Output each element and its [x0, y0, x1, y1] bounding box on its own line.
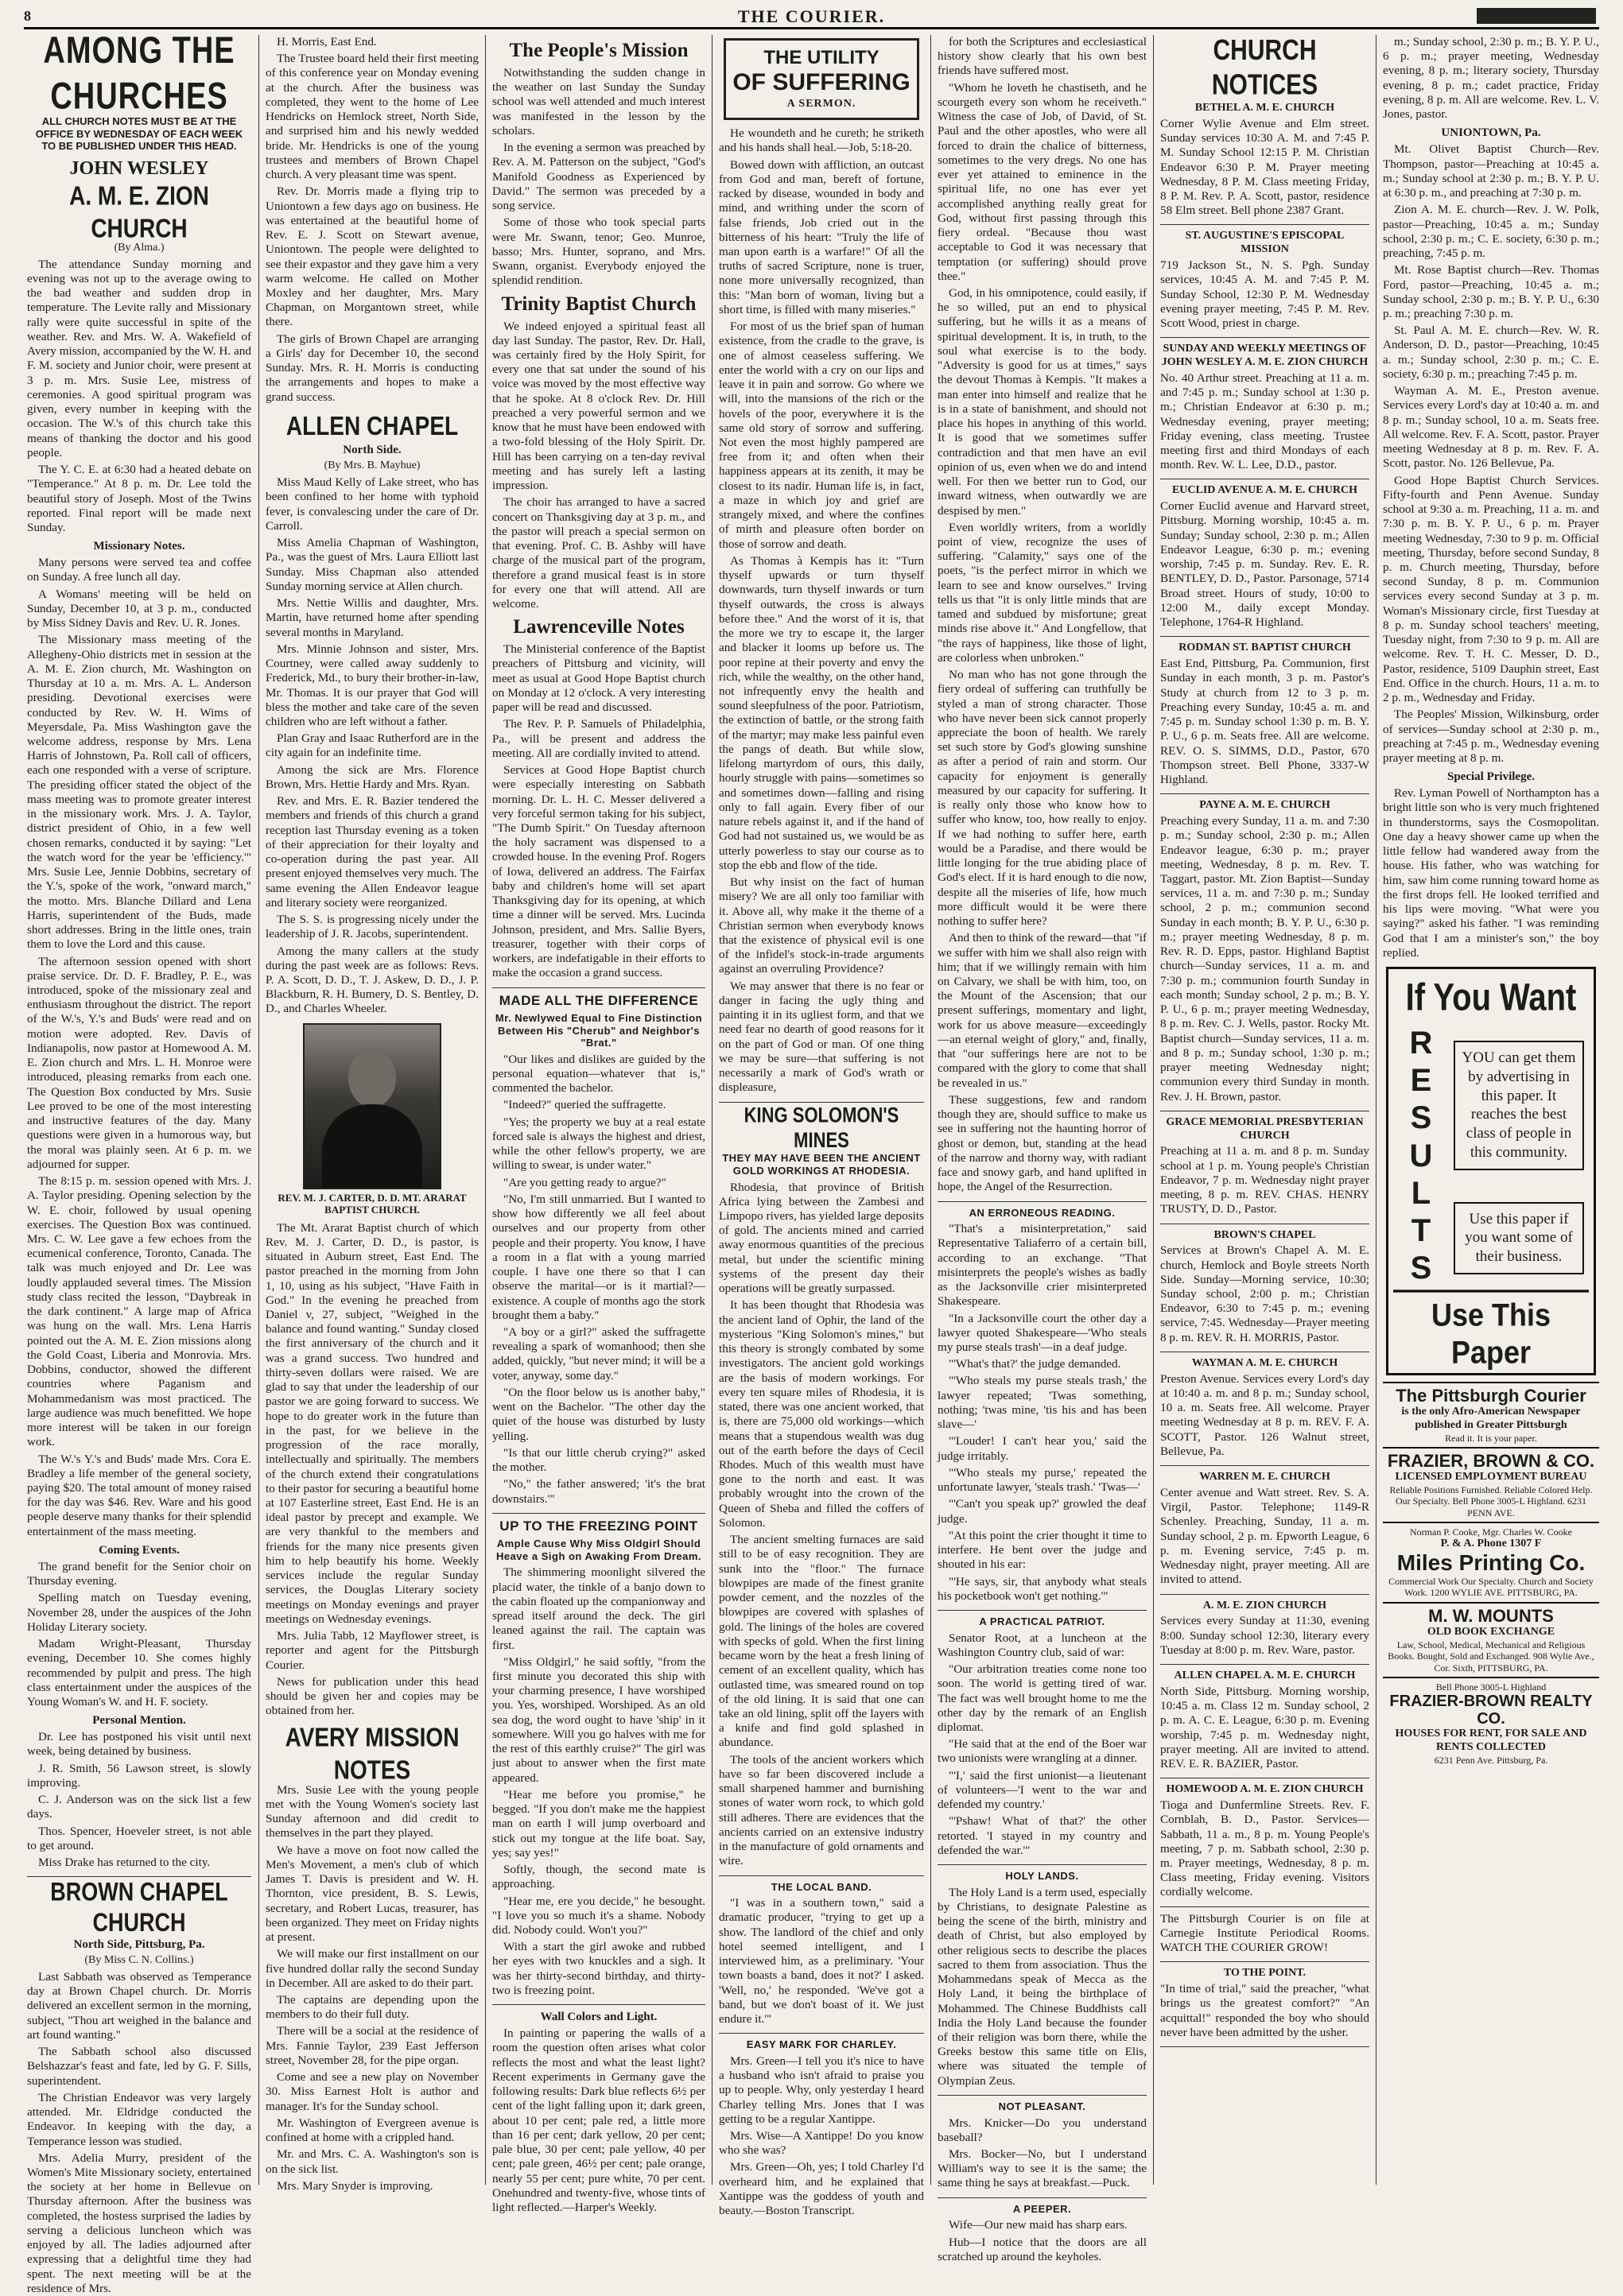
paragraph: Thos. Spencer, Hoeveler street, is not able to get around.	[27, 1824, 251, 1852]
paragraph: The 8:15 p. m. session opened with Mrs. J. A. Taylor presiding. Opening selection by the W. E. choir, followed by usual opening exercises. The Question Box was continued. Mrs. C. W. Lee gave a few echoes from the ecumenical conference, Toronto, Canada. The talk was much enjoyed and Dr. Lee was loudly applauded several times. The Mission study class recited the lesson, "Daybreak in the dark continent." A large map of Africa was hung on the wall. Mrs. Lena Harris pointed out the A. M. E. Zion missions along the Gold Coast, Liberia and Monrovia. Mrs. Dobbins, conductor, showed the different countries where Paganism and Mohammedanism was most practiced. The large audience was much benefitted. We hope more interest will be taken in our foreign work.	[27, 1174, 251, 1449]
book-exchange-ad	[1383, 1602, 1599, 1677]
results-letter: U	[1409, 1138, 1433, 1173]
paragraph: Rev. and Mrs. E. R. Bazier tendered the members and friends of this church a grand reception last Thursday evening as a token of their appreciation for their loyalty and co-operation during the past year. All present enjoyed themselves very much. The same evening the Allen Endeavor league and literary society were reorganized.	[266, 794, 479, 909]
directory-entry	[1160, 799, 1369, 1111]
paragraph: "Hear me, ere you decide," he besought. "I love you so much it's a shame. Nobody did. Nobody could. Won't you?"	[492, 1894, 705, 1937]
ad-copy-box: Use this paper if you want some of their business.	[1454, 1202, 1584, 1274]
paragraph: Among the many callers at the study during the past week are as follows: Revs. P. A. Scott, D. D., T. J. Askew, D. D., J. P. Blackburn, R. H. Bumery, D. S. Bentley, D. D., and Charles Wheeler.	[266, 944, 479, 1016]
divider	[719, 1102, 924, 1103]
paragraph: C. J. Anderson was on the sick list a few days.	[27, 1793, 251, 1821]
directory-entry-name: GRACE MEMORIAL PRESBYTERIAN CHURCH	[1166, 1115, 1364, 1142]
paragraph: God, in his omnipotence, could easily, if he so willed, put an end to physical suffering, but he wills it as a means of spiritual development. It is, in truth, to the soul what exercise is to the body. "Adversity is good for us at times," says the devout Thomas à Kempis. "It makes a man enter into himself and realize that he is in a state of banishment, and should not place his hopes in anything of this world. It is good that we sometimes suffer contradiction and that men have an evil opinion of us, even when we do and intend well. For then we better run to God, our inward witness, when outwardly we are despised by men."	[938, 285, 1147, 518]
directory-entry-name: BETHEL A. M. E. CHURCH	[1194, 102, 1335, 114]
ad-copy	[1449, 1025, 1589, 1274]
photo-caption: REV. M. J. CARTER, D. D. MT. ARARAT BAPTIST CHURCH.	[278, 1191, 467, 1216]
results-letter: S	[1410, 1251, 1432, 1286]
paragraph: Rhodesia, that province of British Africa lying between the Zambesi and Limpopo rivers, has yielded large deposits of gold. The ancients mined and carried away enormous quantities of the precious metal, but under the scientific mining systems of the present day their operations will be greatly surpassed.	[719, 1180, 924, 1296]
directory-entry	[1160, 1912, 1369, 1963]
town-heading: UNIONTOWN, Pa.	[1441, 126, 1541, 140]
directory-entry-name: TO THE POINT.	[1223, 1967, 1307, 1980]
paragraph: He woundeth and he cureth; he striketh and his hands shall heal.—Job, 5:18-20.	[719, 126, 924, 155]
directory-entry	[1160, 1967, 1369, 2047]
directory-entry-name: HOMEWOOD A. M. E. ZION CHURCH	[1166, 1783, 1364, 1796]
paragraph: Mrs. Adelia Murry, president of the Women's Mite Missionary society, entertained the society at her home in Bellevue on Thursday afternoon. After the business was completed, the hostess surprised the ladies by serving a delicious luncheon which was enjoyed by all. The ladies adjourned after expressing that a delightful time they had spent. The next meeting will be at the residence of Mrs.	[27, 2151, 251, 2295]
paragraph: Mt. Olivet Baptist Church—Rev. Thompson, pastor—Preaching at 10:45 a. m.; Sunday school at 2:30 p. m.; B. Y. P. U. at 6:30 p. m., and preaching at 7:30 p. m.	[1383, 142, 1599, 200]
ad-name: FRAZIER, BROWN & CO.	[1387, 1450, 1595, 1471]
divider	[719, 1875, 924, 1876]
directory-title: CHURCH NOTICES	[1211, 35, 1318, 101]
paragraph: Some of those who took special parts were Mr. Swann, tenor; Geo. Munroe, basso; Mrs. Hunter, soprano, and Mrs. Swann, organist. Everybody enjoyed the splendid rendition.	[492, 215, 705, 288]
paragraph: The Y. C. E. at 6:30 had a heated debate on "Temperance." At 8 p. m. Dr. Lee told the beautiful story of Joseph. Most of the Twins reported. Final report will be made next Sunday.	[27, 463, 251, 534]
directory-entry-text: Preaching every Sunday, 11 a. m. and 7:30 p. m.; Sunday school, 2:30 p. m.; Allen Endeavor league, 6:30 p. m.; prayer meeting, Wednesday, 8 p. m. Rev. T. Taggart, pastor. Mt. Zion Baptist—Sunday services, 11 a. m. and 7:30 p. m.; Sunday school, 2 p. m.; communion second Sunday in each month; B. Y. P. U., 6:30 p. m.; prayer meeting Wednesday, 8 p. m. Rev. R. D. Epps, pastor. Highland Baptist church—Sunday services, 11 a. m. and 7:30 p. m.; communion fourth Sunday in each month; Sunday school, 2 p. m.; B. Y. P. U., 6 p. m.; prayer meeting Wednesday, 8 p. m. Rev. C. J. Wells, pastor. Rocky Mt. Baptist church—Sunday services, 11 a. m. and 8 p. m.; Sunday school, 1:30 p. m.; prayer meeting Wednesday night; communion every third Sunday in month. Rev. J. H. Brown, pastor.	[1160, 814, 1369, 1103]
submission-notice: ALL CHURCH NOTES MUST BE AT THE OFFICE BY WEDNESDAY OF EACH WEEK TO BE PUBLISHED UNDER THIS HEAD.	[35, 115, 243, 153]
directory-entry	[1160, 1600, 1369, 1666]
paragraph: Senator Root, at a luncheon at the Washington Country club, said of war:	[938, 1631, 1147, 1659]
paragraph: Hub—I notice that the doors are all scratched up around the keyholes.	[938, 2235, 1147, 2263]
directory-entry	[1160, 1783, 1369, 1906]
paragraph: The girls of Brown Chapel are arranging a Girls' day for December 10, the second Sunday. Mrs. R. H. Morris is conducting the arrangements and hopes to make a grand success.	[266, 332, 479, 404]
directory-entry-name: ALLEN CHAPEL A. M. E. CHURCH	[1174, 1670, 1356, 1682]
paragraph: Mrs. Knicker—Do you understand baseball?	[938, 2116, 1147, 2144]
ad-small: Law, School, Medical, Mechanical and Religious Books. Bought, Sold and Exchanged. 908 Wylie Ave., Cor. Sixth, PITTSBURG, PA.	[1388, 1639, 1594, 1674]
realty-ad	[1383, 1677, 1599, 1769]
ad-line: P. & A. Phone 1307 F	[1440, 1538, 1542, 1550]
church-subheading: A. M. E. ZION CHURCH	[69, 180, 209, 242]
paragraph: The afternoon session opened with short praise service. Dr. D. F. Bradley, P. E., was introduced, spoke of the missionary zeal and enthusiasm throughout the district. The report of the W.'s, Y.'s and Buds' were read and on motion were adopted. Rev. Davis of Indianapolis, now pastor at Homewood A. M. E. Zion church and Mrs. L. H. Monroe were introduced, pleasing remarks from each one. The Question Box conducted by Mrs. Susie Lee proved to be one of the most interesting and instructive features of the day. Many questions were given in a humorous way, but the moral was plainly seen. At 6 p. m. we adjourned for supper.	[27, 954, 251, 1171]
divider	[938, 2197, 1147, 2198]
directory-entry-text: Preaching at 11 a. m. and 8 p. m. Sunday school at 1 p. m. Young people's Christian Endeavor, 7 p. m. Wednesday night prayer meeting, 8 p. m. REV. CHAS. HENRY TRUSTY, D. D., Pastor.	[1160, 1144, 1369, 1216]
column-2	[266, 35, 479, 2193]
paragraph: Good Hope Baptist Church Services. Fifty-fourth and Penn Avenue. Sunday school at 9:30 a. m. Preaching, 11 a. m. and 7:30 p. m. B. Y. P. U., 6 p. m. Prayer meeting Wednesday, 7:30 to 9 p. m. Official meeting, Thursday, before second Sunday, 8 p. m. Church meeting, Thursday, before second Sunday, 8 p. m. Communion services every second Sunday at 3 p. m. Woman's Missionary circle, first Tuesday at 8 p. m. Sunday school teachers' meeting, Tuesday night, from 7:30 to 9 p. m. All are welcome. Rev. T. H. C. Messer, D. D., Pastor, residence, 5109 Dauphin street, East End. Office in the church. Hours, 11 a. m. to 2 p. m., Wednesday and Friday.	[1383, 473, 1599, 705]
paragraph: The captains are depending upon the members to do their full duty.	[266, 1993, 479, 2022]
article-heading: HOLY LANDS.	[1005, 1870, 1079, 1883]
paragraph: The S. S. is progressing nicely under the leadership of J. R. Jacobs, superintendent.	[266, 913, 479, 941]
byline: (By Miss C. N. Collins.)	[84, 1954, 194, 1967]
paragraph: We indeed enjoyed a spiritual feast all day last Sunday. The pastor, Rev. Dr. Hall, was certainly fired by the Holy Spirit, for every one that sat under the sound of his voice was moved by the most effective way that he spoke. At 8 o'clock Rev. Dr. Hill preached a very powerful sermon and we know that he must have been endowed with a two-fold blessing of the Holy Spirit. Dr. Hill has been carrying on a ten-day revival meeting and has surely left a lasting impression.	[492, 319, 705, 493]
article-heading: NOT PLEASANT.	[998, 2100, 1086, 2112]
results-letter: S	[1410, 1100, 1432, 1136]
ad-small: 6231 Penn Ave. Pittsburg, Pa.	[1434, 1754, 1548, 1766]
results-letter: L	[1411, 1175, 1431, 1211]
article-heading: MADE ALL THE DIFFERENCE	[499, 992, 699, 1008]
article-heading: AN ERRONEOUS READING.	[969, 1206, 1116, 1219]
divider	[1160, 1664, 1369, 1665]
paragraph: It has been thought that Rhodesia was the ancient land of Ophir, the land of the mysterious "King Solomon's mines," but this theory is strongly combated by some investigators. The ancient gold workings are the basis of modern workings. For every ten square miles of Rhodesia, it is stated, there was one ancient worked, that is, there are 75,000 old workings—which means that a stupendous wealth was dug out of the earth before the days of Cecil Rhodes. Much of this wealth must have gone to the north and east. It was probably wrought into the crown of the Queen of Sheba and filled the coffers of Solomon.	[719, 1298, 924, 1530]
divider	[492, 2004, 705, 2005]
paragraph: "He said that at the end of the Boer war two unionists were wrangling at a dinner.	[938, 1737, 1147, 1766]
directory-entry-name: PAYNE A. M. E. CHURCH	[1199, 799, 1330, 812]
directory-entry	[1160, 1116, 1369, 1224]
paragraph: Notwithstanding the sudden change in the weather on last Sunday the Sunday school was well attended and much interest was manifested in the lesson by the scholars.	[492, 66, 705, 138]
courier-ad	[1383, 1382, 1599, 1447]
divider	[1160, 636, 1369, 637]
directory-entry-text: Corner Euclid avenue and Harvard street, Pittsburg. Morning worship, 10:45 a. m. Sunday; Sunday school, 2:30 p. m.; Allen Endeavor League, 6:30 p. m.; evening worship, 7:45 p. m. Sunday. Rev. E. R. BENTLEY, D. D., Pastor. Parsonage, 5714 Broad street. Hours of study, 10:00 to 12:00 M., daily except Monday. Telephone, 1764-R Highland.	[1160, 499, 1369, 630]
article-heading: EASY MARK FOR CHARLEY.	[746, 2038, 897, 2051]
paragraph: But why insist on the fact of human misery? We are all only too familiar with it. Above all, why make it the theme of a Christian sermon when everybody knows that the existence of physical evil is one of the infidel's stock-in-trade arguments against an overruling Providence?	[719, 875, 924, 976]
paragraph: These suggestions, few and random though they are, should suffice to make us see in suffering not the haunting horror of ghost or demon, but, standing at the head of the narrow and thorny way, with radiant face and snowy garb, and hand uplifted in hope, the Angel of the Resurrection.	[938, 1092, 1147, 1194]
paragraph: The shimmering moonlight silvered the placid water, the tinkle of a banjo down to the cabin floated up the companionway and spread itself around the deck. The girl leaned against the rail. The captain was first.	[492, 1565, 705, 1652]
paragraph: Rev. Lyman Powell of Northampton has a bright little son who is very much frightened in thunderstorms, says the Cosmopolitan. One day a heavy shower came up when the little fellow had wandered away from the house. His father, who was watching for him, saw him come running toward home as the first drops fell. He looked terrified and his lips were moving. "What were you saying?" asked his father. "I was reminding God that I am a minister's son," the boy replied.	[1383, 786, 1599, 960]
paragraph: As Thomas à Kempis has it: "Turn thyself upwards or turn thyself downwards, turn thyself inwards or turn thyself outwards, the cross is always before thee." And the worst of it is, that the more we try to escape it, the larger and blacker it looms up before us. The poor repine at their poverty and envy the rich, while the wealthy, on the other hand, not infrequently envy the health and sound sleepfulness of the poor. Patriotism, the extinction of battle, or the strong faith of the martyr; may make less painful even the pangs of death. But while slow, lifelong martyrdom of ours, this daily, hourly struggle with pains—sometimes so and sometimes down—falling and rising only to fall again. Every fiber of our nature rebels against it, and if the hand of God had not sustained us, we would be as utterly powerless to stay our course as to stop the ebb and flow of the tide.	[719, 553, 924, 872]
paragraph: "'Who steals my purse steals trash,' the lawyer repeated; 'Twas something, nothing; 'twas mine, 'tis his and has been slave—'	[938, 1374, 1147, 1432]
paragraph: Mrs. Bocker—No, but I understand William's way to see it is the same; the same thing he says at breakfast.—Puck.	[938, 2147, 1147, 2190]
directory-entry-name: EUCLID AVENUE A. M. E. CHURCH	[1171, 484, 1358, 497]
ad-name: Miles Printing Co.	[1396, 1550, 1586, 1576]
article-heading: Trinity Baptist Church	[501, 293, 697, 315]
article-subheading: Ample Cause Why Miss Oldgirl Should Heave a Sigh on Awaking From Dream.	[495, 1538, 702, 1562]
directory-list	[1160, 102, 1369, 2047]
subheading: Missionary Notes.	[93, 540, 185, 553]
paragraph: "'Louder! I can't hear you,' said the judge irritably.	[938, 1434, 1147, 1463]
directory-entry-text: The Pittsburgh Courier is on file at Carnegie Institute Periodical Rooms. WATCH THE COURIER GROW!	[1160, 1911, 1369, 1955]
section-title: AMONG THE CHURCHES	[43, 29, 235, 118]
paragraph: Mrs. Green—Oh, yes; I told Charley I'd overheard him, and he explained that Xantippe was the goddess of youth and beauty.—Boston Transcript.	[719, 2160, 924, 2218]
paragraph: "No," the father answered; 'it's the brat downstairs.'"	[492, 1477, 705, 1506]
column-rule	[1153, 35, 1154, 2185]
paragraph: In painting or papering the walls of a room the question often arises what color reflects the most and what the least light? Recent experiments in Germany gave the following results: Dark blue reflects 6½ per cent of the light falling upon it; dark green, about 10 per cent; pale red, a little more than 16 per cent; dark yellow, 20 per cent; pale blue, 30 per cent; pale yellow, 40 per cent; pale green, 46½ per cent; pale orange, nearly 55 per cent; pure white, 70 per cent. Onehundred and twenty-five, whose tints of light reflected.—Harper's Weekly.	[492, 2026, 705, 2214]
divider	[492, 1513, 705, 1514]
sermon-label: A SERMON.	[786, 98, 856, 111]
article-heading: Wall Colors and Light.	[540, 2011, 658, 2024]
paragraph: Miss Drake has returned to the city.	[38, 1856, 211, 1870]
divider	[492, 987, 705, 988]
directory-entry-name: WAYMAN A. M. E. CHURCH	[1191, 1356, 1338, 1369]
paragraph: Madam Wright-Pleasant, Thursday evening, December 10. She comes highly recommended by pulpit and press. The high class entertainment under the auspices of the Young Woman's W. and H. F. society.	[27, 1637, 251, 1709]
column-6-church-directory	[1160, 35, 1369, 2193]
divider	[1160, 1465, 1369, 1466]
paragraph: "Whom he loveth he chastiseth, and he scourgeth every son whom he receiveth." Witness the case of Job, of David, of St. Paul and the other apostles, who were all forced to drain the chalice of bitterness, sometimes to the very dregs. No one has ever yet attained to eminence in the spiritual life, no one has ever yet accomplished anything really great for God, without first passing through this fiery ordeal. "Because thou wast acceptable to God it was necessary that temptation (or suffering) should prove thee."	[938, 80, 1147, 283]
article-heading: A PRACTICAL PATRIOT.	[979, 1615, 1105, 1627]
portrait-body	[322, 1104, 422, 1188]
paragraph: Among the sick are Mrs. Florence Brown, Mrs. Hettie Hardy and Mrs. Ryan.	[266, 762, 479, 791]
paragraph: "Miss Oldgirl," he said softly, "from the first minute you decorated this ship with your charming presence, I have worshiped you. Yes, worshiped. Worshiped. As an old sea dog, the word ought to have 'ship' in it somewhere. Will you go halves with me for the rest of this earthly cruise?" The girl was just about to answer when the first mate appeared.	[492, 1654, 705, 1785]
employment-bureau-ad	[1383, 1447, 1599, 1522]
paragraph: We have a move on foot now called the Men's Movement, a men's club of which James T. Davis is president and W. H. Thornton, vice president, B. S. Lewis, secretary, and Robert Lucas, treasurer, has been organized. They meet on Friday nights at present.	[266, 1843, 479, 1945]
paragraph: "Our arbitration treaties come none too soon. The world is getting tired of war. The fact was well brought home to me the other day by the remark of an English diplomat.	[938, 1662, 1147, 1734]
paragraph: "Our likes and dislikes are guided by the personal equation—whatever that is," commented the bachelor.	[492, 1052, 705, 1096]
column-rule	[930, 35, 931, 2185]
ad-line: HOUSES FOR RENT, FOR SALE AND RENTS COLLECTED	[1395, 1728, 1587, 1754]
paragraph: "Indeed?" queried the suffragette.	[503, 1098, 666, 1112]
directory-entry-text: 719 Jackson St., N. S. Pgh. Sunday services, 10:45 A. M. and 7:45 P. M. Sunday School, 12:30 P. M. Wednesday evening prayer meeting, 7:45 P. M. Rev. Scott Wood, priest in charge.	[1160, 258, 1369, 330]
subheading: Personal Mention.	[92, 1714, 186, 1728]
paragraph: Come and see a new play on November 30. Miss Earnest Holt is author and manager. It's for the Sunday school.	[266, 2070, 479, 2113]
paragraph: No man who has not gone through the fiery ordeal of suffering can truthfully be styled a man of strong character. Those who have never been sick cannot properly appreciate the boon of health. We rarely set such store by God's glowing sunshine as after a period of rain and storm. Our capacity for enjoyment is generally measured by our capacity for suffering. It is really only those who know how to suffer who know, too, how really to enjoy. If we had nothing to suffer here, earth would be a Paradise, and there would be little longing for the true abiding place of God's elect. If it is hard enough to die now, despite all the miseries of life, how much more difficult would it be were there nothing to suffer here?	[938, 668, 1147, 929]
paragraph: In the evening a sermon was preached by Rev. A. M. Patterson on the subject, "God's Manifold Goodness as Experienced by David." The sermon was preceded by a song service.	[492, 141, 705, 213]
directory-entry-text: Services every Sunday at 11:30, evening 8:00. Sunday school 12:30, literary every Tuesday at 8:00 p. m. Rev. Ware, pastor.	[1160, 1614, 1369, 1657]
paragraph: Services at Good Hope Baptist church were especially interesting on Sabbath morning. Dr. L. H. C. Messer delivered a very forceful sermon taking for his subject, "The Dumb Spirit." On Tuesday afternoon the holy sacrament was dispensed to a crowded house. In the evening Prof. Rogers of Iowa, delivered an address. The Fairfax baby and children's home will set apart Thanksgiving day for its opening, at which time a dinner will be served. Mrs. Lucinda Johnson, president, and Mrs. Sallie Byers, treasurer, together with their corps of workers, are indefatigable in their efforts to make the occasion a grand success.	[492, 763, 705, 980]
divider	[1160, 1594, 1369, 1595]
directory-entry-text: Tioga and Dunfermline Streets. Rev. F. Cornblah, B. D., Pastor. Services—Sabbath, 11 a. m., 8 p. m. Young People's meeting, 7 p. m. Sabbath school, 2:30 p. m. Prayer meetings, Wednesday, 8 p. m. Class meeting, Friday evening. Visitors cordially welcome.	[1160, 1798, 1369, 1899]
ad-line: LICENSED EMPLOYMENT BUREAU	[1395, 1471, 1587, 1483]
church-heading: ALLEN CHAPEL	[285, 410, 459, 440]
divider	[719, 2033, 924, 2034]
paragraph: "'Pshaw! What of that?' the other retorted. 'I stayed in my country and defended the war.'"	[938, 1814, 1147, 1857]
ad-small: Commercial Work Our Specialty. Church and Society Work. 1200 WYLIE AVE. PITTSBURG, PA.	[1388, 1576, 1594, 1599]
paragraph: Last Sabbath was observed as Temperance day at Brown Chapel church. Dr. Morris delivered an excellent sermon in the morning, subject, "Thou art weighed in the balance and art found wanting."	[27, 1969, 251, 2042]
paragraph: "At this point the crier thought it time to interfere. He bent over the judge and shouted in his ear:	[938, 1528, 1147, 1572]
paragraph: The grand benefit for the Senior choir on Thursday evening.	[27, 1559, 251, 1588]
directory-entry-name: RODMAN ST. BAPTIST CHURCH	[1178, 642, 1351, 654]
paragraph: The W.'s Y.'s and Buds' made Mrs. Cora E. Bradley a life member of the general society, paying $20. The total amount of money raised for the day was $46. Rev. Ware and his good people deserve many thanks for their splendid entertainment of the mass meeting.	[27, 1452, 251, 1538]
directory-entry	[1160, 343, 1369, 479]
paragraph: Miss Amelia Chapman of Washington, Pa., was the guest of Mrs. Laura Elliott last Sunday. Miss Chapman also attended Sunday morning service at Allen church.	[266, 536, 479, 593]
directory-entry-text: North Side, Pittsburg. Morning worship, 10:45 a. m. Class 12 m. Sunday school, 2 p. m. A. C. E. League, 6:30 p. m. Evening worship, 7:45 p. m. Wednesday night, prayer meeting. All are invited to attend. REV. E. R. BAZIER, Pastor.	[1160, 1684, 1369, 1771]
paragraph: The Ministerial conference of the Baptist preachers of Pittsburg and vicinity, will meet as usual at Good Hope Baptist church on Monday at 12 o'clock. A very interesting paper will be read and discussed.	[492, 642, 705, 715]
ad-name: FRAZIER-BROWN REALTY CO.	[1389, 1693, 1593, 1728]
paragraph: A Womans' meeting will be held on Sunday, December 10, at 3 p. m., conducted by Miss Sidney Davis and Rev. U. R. Jones.	[27, 587, 251, 630]
article-heading: THE LOCAL BAND.	[771, 1880, 872, 1893]
paragraph: With a start the girl awoke and rubbed her eyes with two knuckles and a sigh. It was her thirty-second birthday, and thirty-two is freezing point.	[492, 1940, 705, 1997]
paragraph: Mr. and Mrs. C. A. Washington's son is on the sick list.	[266, 2147, 479, 2176]
divider	[938, 2095, 1147, 2096]
church-subheading: North Side.	[343, 444, 402, 457]
paragraph: The Trustee board held their first meeting of this conference year on Monday evening at the church. After the business was completed, they went to the home of Lee Hendricks on Hemlock street, North Side, and surprised him and his newly wedded bride. Mr. Hendricks is one of the young trustees and members of Brown Chapel church. A very pleasant time was spent.	[266, 52, 479, 182]
divider	[1160, 337, 1369, 338]
divider	[1160, 793, 1369, 794]
sermon-title-line1: THE UTILITY	[763, 47, 879, 68]
directory-entry	[1160, 642, 1369, 794]
article-subheading: THEY MAY HAVE BEEN THE ANCIENT GOLD WORKINGS AT RHODESIA.	[722, 1152, 921, 1177]
divider	[1160, 1961, 1369, 1962]
sermon-title-line2: OF SUFFERING	[732, 68, 911, 95]
paragraph: "Is that our little cherub crying?" asked the mother.	[492, 1445, 705, 1475]
paragraph: The Peoples' Mission, Wilkinsburg, order of services—Sunday school at 2:30 p. m., preaching at 7:45 p. m., Wednesday evening prayer meeting at 8 p. m.	[1383, 708, 1599, 766]
paragraph: We will make our first installment on our five hundred dollar rally the second Sunday in December. All are asked to do their part.	[266, 1947, 479, 1990]
paragraph: "'What's that?' the judge demanded.	[949, 1357, 1121, 1371]
church-heading: JOHN WESLEY	[69, 157, 209, 179]
ad-small: Norman P. Cooke, Mgr. Charles W. Cooke	[1410, 1526, 1572, 1538]
paragraph: Mrs. Wise—A Xantippe! Do you know who she was?	[719, 2129, 924, 2158]
article-heading: UP TO THE FREEZING POINT	[499, 1518, 698, 1534]
directory-entry	[1160, 1357, 1369, 1466]
paragraph: Softly, though, the second mate is approaching.	[492, 1863, 705, 1891]
directory-entry-text: Services at Brown's Chapel A. M. E. church, Hemlock and Boyle streets North Side. Sunday—Morning service, 10:30; Sunday school, 2:00 p. m.; Christian Endeavor, 6:30 to 7:45 p. m.; evening service, 7:45. Wednesday—Prayer meeting 8 p. m. REV. R. H. MORRIS, Pastor.	[1160, 1243, 1369, 1344]
ad-results	[1393, 1025, 1589, 1287]
paragraph: "In a Jacksonville court the other day a lawyer quoted Shakespeare—'Who steals my purse steals trash'—in a deaf judge.	[938, 1311, 1147, 1354]
column-7	[1383, 35, 1599, 2193]
advertising-box	[1386, 967, 1596, 1375]
paragraph: "'I,' said the first unionist—a lieutenant of volunteers—'I went to the war and defended my country.'	[938, 1768, 1147, 1812]
paragraph: Mrs. Nettie Willis and daughter, Mrs. Martin, have returned home after spending several months in Maryland.	[266, 596, 479, 639]
directory-entry-text: Preston Avenue. Services every Lord's day at 10:40 a. m. and 8 p. m.; Sunday school, 10 a. m. Seats free. All welcome. Prayer meeting Wednesday at 8 p. m. REV. F. A. SCOTT, Pastor. 126 Walnut street, Bellevue, Pa.	[1160, 1371, 1369, 1458]
paragraph: The Christian Endeavor was very largely attended. Mr. Eldridge conducted the Endeavor. In keeping with the day, a Temperance lesson was studied.	[27, 2090, 251, 2148]
ad-small: Read it. It is your paper.	[1445, 1432, 1537, 1444]
subheading: Coming Events.	[99, 1543, 180, 1557]
directory-entry-text: "In time of trial," said the preacher, "what brings us the greatest comfort?" "An acquittal!" responded the boy who should never have been admitted by the usher.	[1160, 1982, 1369, 2039]
paragraph: The attendance Sunday morning and evening was not up to the average owing to the bad weather and sudden drop in temperature. The Levite rally and Missionary rally were quite successful in spite of the weather. Rev. and Mrs. W. A. Wakefield of Avery mission, accompanied by the W. H. and F. M. society and Junior choir, were present at 3 p. m. Mrs. Susie Lee, mistress of ceremonies. A good spiritual program was given, every number in keeping with the occasion. The W.'s of this church take this means of thanking the doctor and his good people.	[27, 257, 251, 460]
church-subheading: North Side, Pittsburg, Pa.	[73, 1938, 205, 1952]
ad-copy-box: YOU can get them by advertising in this paper. It reaches the best class of people in this community.	[1454, 1041, 1584, 1170]
directory-entry	[1160, 1471, 1369, 1594]
paragraph: The Holy Land is a term used, especially by Christians, to designate Palestine as being the scene of the birth, ministry and death of Christ, but also employed by other religious sects to describe the places sacred to them from association. Thus the Mohammedans speak of Mecca as the Holy Land, it being the birthplace of Mohammed. The Chinese Buddhists call India the Holy Land because the founder of their religion was born there, while the Greeks bestow this same title on Elis, where was situated the temple of Olympian Zeus.	[938, 1885, 1147, 2088]
paragraph: The tools of the ancient workers which have so far been discovered include a small sharpened hammer and burnishing stones of water worn rock, to which gold still adheres. There are evidences that the ancients carried on an extensive industry in the manufacture of gold ornaments and wire.	[719, 1752, 924, 1868]
ad-footer: Use This Paper	[1393, 1290, 1589, 1372]
directory-entry-name: A. M. E. ZION CHURCH	[1202, 1599, 1327, 1611]
paragraph: For most of us the brief span of human existence, from the cradle to the grave, is one of almost ceaseless suffering. We enter the world with a cry on our lips and leave it in pain and sorrow. Go where we will, into the mansions of the rich or the hovels of the poor, everywhere it is the same old story of sorrow and suffering. Not even the most highly pampered are free from it; and often when their happiness appears at its zenith, it may be closest to its nadir. Human life is, in fact, a maze in which joy and grief are strangely mixed, and where the confines of mirth and pleasure often border on those of sorrow and death.	[719, 320, 924, 551]
paragraph: Many persons were served tea and coffee on Sunday. A free lunch all day.	[27, 556, 251, 584]
article-heading: KING SOLOMON'S MINES	[744, 1103, 899, 1152]
paragraph: Mrs. Mary Snyder is improving.	[277, 2178, 433, 2193]
paragraph: "'He says, sir, that anybody what steals his pocketbook won't get nothing.'"	[938, 1574, 1147, 1603]
sermon-title-box	[724, 38, 919, 120]
paragraph: Dr. Lee has postponed his visit until next week, being detained by business.	[27, 1730, 251, 1759]
column-4	[719, 35, 924, 2218]
divider	[1160, 224, 1369, 225]
paragraph: And then to think of the reward—that "if we suffer with him we shall also reign with him; that if we willingly remain with him on Calvary, we shall be with him, too, on the Mount of the Ascension; that our present sufferings, momentary and light, work for us above measure—exceedingly—an eternal weight of glory," and, finally, that "our sufferings here are not to be compared with the glory to come that shall be revealed in us."	[938, 931, 1147, 1090]
ad-line: OLD BOOK EXCHANGE	[1427, 1626, 1555, 1639]
portrait-head	[348, 1049, 396, 1107]
column-5	[938, 35, 1147, 2263]
paragraph: "Hear me before you promise," he begged. "If you don't make me the happiest man on earth I will jump overboard and stick out my tongue at the life boat. Say, yes; say yes!"	[492, 1787, 705, 1860]
divider	[938, 1610, 1147, 1611]
church-heading: BROWN CHAPEL CHURCH	[50, 1878, 228, 1937]
article-subheading: Mr. Newlywed Equal to Fine Distinction Between His "Cherub" and Neighbor's "Brat."	[495, 1011, 703, 1049]
paragraph: "That's a misinterpretation," said Representative Taliaferro of a certain bill, according to an exchange. "That misinterprets the people's wishes as badly as the Jacksonville crier misinterpreted Shakespeare.	[938, 1222, 1147, 1309]
paragraph: The Rev. P. P. Samuels of Philadelphia, Pa., will be present and address the meeting. All are cordially invited to attend.	[492, 717, 705, 760]
directory-entry-text: East End, Pittsburg, Pa. Communion, first Sunday in each month, 3 p. m. Pastor's Study at church from 12 to 3 p. m. Preaching every Sunday, 10:45 a. m. and 7:45 p. m. Sunday school 1:30 p. m. B. Y. P. U., 6 p. m. Seats free. All are welcome. REV. O. S. SIMMS, D.D., Pastor, 670 Thompson street. Bell Phone, 3337-W Highland.	[1160, 657, 1369, 787]
paragraph: Mt. Rose Baptist church—Rev. Thomas Ford, pastor—Preaching, 10:45 a. m.; Sunday school, 2:30 p. m.; B. Y. P. U., 6:30 p. m.; preaching 7:30 p. m.	[1383, 263, 1599, 320]
directory-entry-name: ST. AUGUSTINE'S EPISCOPAL MISSION	[1185, 230, 1345, 256]
masthead	[24, 6, 1599, 29]
directory-entry-text: Corner Wylie Avenue and Elm street. Sunday services 10:30 A. M. and 7:45 P. M. Sunday School 12:15 P. M. Christian Endeavor 6:30 P. M. Prayer meeting Wednesday, 8 P. M. Class meeting Friday, 8 P. M. Rev. P. A. Scott, pastor, residence 58 Elm street. Bell phone 2387 Grant.	[1160, 116, 1369, 218]
directory-entry-text: Center avenue and Watt street. Rev. S. A. Virgil, Pastor. Telephone; 1149-R Schenley. Preaching, Sunday, 11 a. m. Sunday school, 2 p. m. Epworth League, 6 p. m. Evening service, 7:45 p. m. Wednesday night, prayer meeting. All are invited to attend.	[1160, 1485, 1369, 1587]
column-1	[27, 29, 251, 2295]
paragraph: The Sabbath school also discussed Belshazzar's feast and fate, led by G. F. Sills, superintendent.	[27, 2045, 251, 2088]
article-heading: Lawrenceville Notes	[513, 616, 685, 638]
paragraph: Mr. Washington of Evergreen avenue is confined at home with a crippled hand.	[266, 2116, 479, 2145]
paragraph: "'Who steals my purse,' repeated the unfortunate lawyer, 'steals trash.' 'Twas—'	[938, 1465, 1147, 1495]
results-letters	[1393, 1025, 1449, 1287]
directory-entry	[1160, 484, 1369, 637]
directory-entry-name: BROWN'S CHAPEL	[1213, 1228, 1316, 1241]
paragraph: There will be a social at the residence of Mrs. Fannie Taylor, 239 East Jefferson street, November 28, for the pipe organ.	[266, 2024, 479, 2067]
paragraph: Mrs. Minnie Johnson and sister, Mrs. Courtney, were called away suddenly to Frederick, Md., to bury their brother-in-law, Mr. Thomas. It is our prayer that God will bless the mother and take care of the seven children who are left without a father.	[266, 642, 479, 728]
ad-small: Reliable Positions Furnished. Reliable Colored Help. Our Specialty. Bell Phone 3005-L Highland. 6231 PENN AVE.	[1389, 1483, 1593, 1518]
ad-small: Bell Phone 3005-L Highland	[1435, 1681, 1547, 1693]
results-letter: T	[1411, 1213, 1431, 1248]
ad-name: M. W. MOUNTS	[1428, 1605, 1554, 1626]
ad-line: is the only Afro-American Newspaper published in Greater Pittsburgh	[1401, 1405, 1581, 1431]
paragraph: Rev. Dr. Morris made a flying trip to Uniontown a few days ago on business. He was entertained at the beautiful home of Rev. E. J. Scott on Stewart avenue, Uniontown. The people were delighted to see their expastor and they gave him a very warm welcome. He called on Mother Moxley and her daughter, Mrs. Mary Chapman, on Morgantown street, while there.	[266, 184, 479, 329]
paragraph: m.; Sunday school, 2:30 p. m.; B. Y. P. U., 6 p. m.; prayer meeting, Wednesday evening, 8 p. m.; literary society, Thursday evening, 8 p. m.; cadet practice, Friday evening, 8 p. m. All are welcome. Rev. L. V. Jones, pastor.	[1383, 35, 1599, 122]
paragraph: Mrs. Green—I tell you it's nice to have a husband who isn't afraid to praise you up to people. Why, only yesterday I heard Charley telling Mrs. Jones that I was getting to be a regular Xantippe.	[719, 2054, 924, 2126]
byline: (By Alma.)	[114, 241, 165, 254]
paragraph: Bowed down with affliction, an outcast from God and man, bereft of fortune, racked by disease, wounded in body and mind, and writhing under the scorn of false friends, Job cried out in the bitterness of his heart: "Truly the life of man upon earth is a warfare!" Of all the truths of sacred Scripture, none is truer, none more universally recognized, than this: "Man born of woman, living but a short time, is filled with many miseries."	[719, 157, 924, 316]
paragraph: Mrs. Julia Tabb, 12 Mayflower street, is reporter and agent for the Pittsburgh Courier.	[266, 1629, 479, 1672]
divider	[938, 1864, 1147, 1865]
paragraph: Even worldly writers, from a worldly point of view, recognize the uses of suffering. "Calamity," says one of the poets, "is the perfect mirror in which we learn to see and know ourselves." Irving tells us that "it is only little minds that are tamed and subdued by misfortune; great minds rise above it." And Longfellow, that "the rays of happiness, like those of light, are colorless when unbroken."	[938, 520, 1147, 665]
paragraph: "A boy or a girl?" asked the suffragette revealing a spark of womanhood; then she added, quickly, "but never mind; it will be a voter, anyway, some day."	[492, 1324, 705, 1383]
paragraph: for both the Scriptures and ecclesiastical history show clearly that his own best friends have suffered most.	[938, 35, 1147, 78]
divider	[938, 1201, 1147, 1202]
ad-name: The Pittsburgh Courier	[1396, 1385, 1586, 1406]
paragraph: News for publication under this head should be given her and copies may be obtained from her.	[266, 1674, 479, 1718]
ad-title: If You Want	[1405, 976, 1577, 1019]
paragraph: Zion A. M. E. church—Rev. J. W. Polk, pastor—Preaching, 10:45 a. m.; Sunday school, 2:30 p. m.; C. E. society, 6:30 p. m.; preaching, 7:45 p. m.	[1383, 203, 1599, 261]
directory-entry-name: WARREN M. E. CHURCH	[1199, 1471, 1330, 1483]
column-rule	[485, 35, 486, 2185]
directory-entry-text: No. 40 Arthur street. Preaching at 11 a. m. and 7:45 p. m.; Sunday school at 1:30 p. m.; Christian Endeavor at 6:30 p. m.; Wednesday evening, prayer meeting; Friday evening, class meeting. Trustee meeting first and third Mondays of each month. Rev. W. L. Lee, D.D., pastor.	[1160, 370, 1369, 472]
paragraph: "Yes; the property we buy at a real estate forced sale is always the highest and driest, while the other fellow's property, we are willing to swear, is under water."	[492, 1115, 705, 1173]
column-3	[492, 35, 705, 2214]
church-heading: AVERY MISSION NOTES	[285, 1722, 460, 1784]
byline: (By Mrs. B. Mayhue)	[324, 460, 421, 472]
article-heading: The People's Mission	[509, 40, 689, 61]
printing-ad	[1383, 1522, 1599, 1602]
paragraph: We may answer that there is no fear or danger in facing the ugly thing and painting it in its ugliest form, and that we need fear no dearth of good reasons for it on the part of God or man. Of one thing we may be sure—that suffering is not necessarily a mark of God's wrath or displeasure,	[719, 979, 924, 1095]
portrait-photo	[303, 1023, 441, 1189]
paragraph: "Are you getting ready to argue?"	[503, 1175, 666, 1189]
divider	[1160, 1906, 1369, 1907]
paragraph: The Missionary mass meeting of the Allegheny-Ohio districts met in session at the A. M. E. Zion church, Mt. Washington on Thursday at 10 a. m. Mrs. A. L. Anderson presiding. Devotional exercises were conducted by Rev. W. H. Wims of Meyersdale, Pa. Miss Washington gave the welcome address, response by Mrs. Lena Harris of Johnstown, Pa. Roll call of officers, each one responded with a verse of scripture. The presiding officer stated the object of the mass meeting was to promote greater interest in the missionary work. Mrs. J. A. Taylor, district president of Ohio, in a few well chosen remarks, conducted it by saying: "Let the watch word for the year be 'efficiency.'" Mrs. Susie Lee, Jennie Dobbins, secretary of the Y.'s, spoke of the work, "onward march," the motto. Mrs. Blanche Dillard and Lena Harris, superintendent of the Buds, made short addresses. Bring in the little ones, train them to love the Lord and this cause.	[27, 633, 251, 952]
paragraph: "'Can't you speak up?' growled the deaf judge.	[938, 1497, 1147, 1526]
article-heading: Special Privilege.	[1447, 770, 1535, 784]
paragraph: "On the floor below us is another baby," went on the Bachelor. "The other day the quiet of the house was disturbed by lusty yelling.	[492, 1385, 705, 1443]
divider	[1160, 2046, 1369, 2047]
paragraph: St. Paul A. M. E. church—Rev. W. R. Anderson, D. D., pastor—Preaching, 10:45 a. m.; Sunday school, 2:30 p. m.; C. E. society, 6:30 p. m.; preaching 7:45 p. m.	[1383, 324, 1599, 381]
paper-name: THE COURIER.	[737, 6, 886, 26]
paragraph: The ancient smelting furnaces are said still to be of easy recognition. They are sunk into the "floor." The furnace blowpipes are made of the finest granite powder cement, and the nozzles of the blowpipes are covered with splashes of gold. The linings of the holes are covered with specks of gold. When the first lining became worn by the heat a fresh lining of cement of an excellent quality, which has outlasted time, was smeared round on top of the old lining. It is said that one can take an old lining, split off the layers with a knife and find gold splashed in abundance.	[719, 1533, 924, 1750]
directory-entry	[1160, 1229, 1369, 1352]
directory-entry	[1160, 230, 1369, 338]
paragraph: The Mt. Ararat Baptist church of which Rev. M. J. Carter, D. D., is pastor, is situated in Auburn street, East End. The pastor preached in the morning from John 1, 10, using as his subject, "Have Faith in God." In the evening he preached from Daniel v, 27, subject, "Weighed in the balance and found wanting." Sunday closed the first anniversary of the church and it was a grand success. Two hundred and thirty-seven dollars were raised. We are glad to say that under the leadership of our pastor we are going forward to success. We hope to do greater work in the future than in the past, for we believe in the progression of the race morally, intellectually and spiritually. The members of the church extend their congratulations to their pastor for securing a beautiful home at 107 Easterline street, East End. He is an ideal pastor by precept and example. We are very thankful to the members and friends for the many nice presents given him to help beautify his home. Weekly services include the regular Sunday services, the Douglas Literary society meetings on Monday evenings and prayer meetings on Wednesday evenings.	[266, 1220, 479, 1626]
paragraph: Spelling match on Tuesday evening, November 28, under the auspices of the John Holiday Literary society.	[27, 1591, 251, 1634]
paragraph: "No, I'm still unmarried. But I wanted to show how differently we all feel about ourselves and our property from other people and their property. You know, I have a room in a flat with a young married couple. I have one there so that I can observe the marital—or is it martial?—existence. A couple of months ago the stork brought them a baby."	[492, 1192, 705, 1322]
results-letter: E	[1410, 1063, 1432, 1099]
column-rule	[258, 35, 259, 2185]
paragraph: Wayman A. M. E., Preston avenue. Services every Lord's day at 10:40 a. m. and 8 p. m.; Sunday school, 10 a. m. Seats free. All welcome. Rev. F. A. Scott, pastor. Prayer meeting Wednesday at 8 p. m. Rev. F. A. Scott, pastor. No. 126 Bellevue, Pa.	[1383, 384, 1599, 471]
paragraph: J. R. Smith, 56 Lawson street, is slowly improving.	[27, 1761, 251, 1790]
paragraph: Mrs. Susie Lee with the young people met with the Young Women's society last Sunday afternoon and did credit to themselves in the part they played.	[266, 1782, 479, 1840]
page-number: 8	[24, 8, 31, 24]
paragraph: The choir has arranged to have a sacred concert on Thanksgiving day at 3 p. m., and the pastor will preach a special sermon on that evening. Prof. C. B. Ashby will have charge of the musical part of the program, therefore a grand musical feast is in store for every one that will attend. All are welcome.	[492, 495, 705, 611]
paragraph: Wife—Our new maid has sharp ears.	[949, 2218, 1128, 2232]
paragraph: H. Morris, East End.	[277, 35, 377, 48]
paragraph: "I was in a southern town," said a dramatic producer, "trying to get up a show. The landlord of the chief and only hotel seemed intelligent, and I interviewed him, as a preliminary. 'Your town boasts a band, does it not?' I asked. 'Well, no,' he responded. 'We've got a band, but we don't boast of it. We just endure it.'"	[719, 1896, 924, 2026]
directory-entry	[1160, 102, 1369, 225]
results-letter: R	[1409, 1026, 1433, 1061]
directory-entry	[1160, 1670, 1369, 1778]
article-heading: A PEEPER.	[1012, 2202, 1072, 2215]
directory-entry-name: SUNDAY AND WEEKLY MEETINGS OF JOHN WESLEY A. M. E. ZION CHURCH	[1161, 343, 1369, 368]
paragraph: Plan Gray and Isaac Rutherford are in the city again for an indefinite time.	[266, 731, 479, 760]
paragraph: Miss Maud Kelly of Lake street, who has been confined to her home with typhoid fever, is convalescing under the care of Dr. Carroll.	[266, 475, 479, 533]
masthead-ornament	[1477, 8, 1596, 24]
